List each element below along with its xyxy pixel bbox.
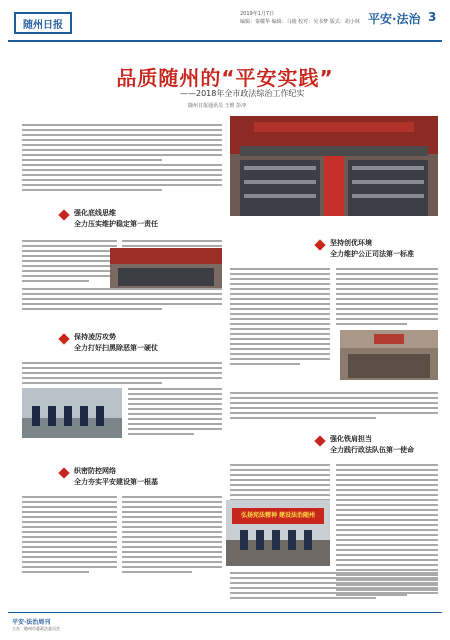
section-4-heading — [316, 238, 446, 264]
footer-title: 平安·法治周刊 — [12, 619, 51, 626]
section-4-subtitle: 全力维护公正司法第一标准 — [330, 250, 414, 258]
section-marker-icon — [314, 435, 325, 446]
section-1-text-lower — [22, 288, 222, 313]
section-4-title: 坚持创优环境 — [330, 239, 372, 247]
section-marker-icon — [58, 333, 69, 344]
section-1-subtitle: 全力压实维护稳定第一责任 — [74, 220, 158, 228]
section-2-text — [22, 362, 222, 387]
article-byline: 随州日报通讯员 王维 彭冲 — [188, 103, 247, 109]
section-2-title: 保持凌厉攻势 — [74, 333, 116, 341]
masthead — [8, 6, 442, 42]
section-5-subtitle: 全力践行政法队伍第一使命 — [330, 446, 414, 454]
article-title: 品质随州的“平安实践” — [116, 66, 334, 90]
section-marker-icon — [58, 209, 69, 220]
section-4-text-left — [230, 268, 330, 368]
banner-photo — [226, 500, 330, 566]
section-4-text-right — [336, 268, 438, 328]
issue-staff: 编辑：秦耀华 编辑：马俊 校对：吴书梦 版式：胡小林 — [240, 19, 360, 25]
newspaper-logo: 随州日报 — [14, 12, 72, 34]
meeting-photo — [230, 116, 438, 216]
banner-slogan: 弘扬宪法精神 建设法治随州 — [240, 512, 316, 519]
section-5-title: 强化铁肩担当 — [330, 435, 372, 443]
section-4-text-lower — [230, 392, 438, 422]
section-3-title: 织密防控网络 — [74, 467, 116, 475]
issue-date: 2019年1月7日 — [240, 11, 275, 17]
section-marker-icon — [58, 467, 69, 478]
section-3-heading — [60, 466, 210, 492]
section-5-heading — [316, 434, 446, 460]
section-2-subtitle: 全力打好扫黑除恶第一硬仗 — [74, 344, 158, 352]
section-1-heading — [60, 208, 210, 234]
top-rule — [8, 40, 442, 42]
section-2-heading — [60, 332, 210, 358]
section-3-text-right — [122, 496, 222, 576]
stage-photo — [110, 248, 222, 288]
section-name: 平安·法治 — [368, 12, 421, 26]
page-number: 3 — [428, 10, 437, 24]
patrol-photo — [22, 388, 122, 438]
intro-text — [22, 124, 222, 194]
footer-editors: 主办：随州市委政法委员会 — [12, 626, 60, 631]
article-subtitle: ——2018年全市政法综治工作纪实 — [180, 89, 305, 98]
section-5-text-lower — [230, 572, 438, 602]
page-footer — [8, 612, 442, 636]
section-1-text-left — [22, 240, 117, 285]
section-marker-icon — [314, 239, 325, 250]
section-2-text-right — [128, 388, 222, 438]
section-3-subtitle: 全力夯实平安建设第一根基 — [74, 478, 158, 486]
section-3-text-left — [22, 496, 117, 576]
section-1-title: 强化底线思维 — [74, 209, 116, 217]
court-photo — [340, 330, 438, 380]
